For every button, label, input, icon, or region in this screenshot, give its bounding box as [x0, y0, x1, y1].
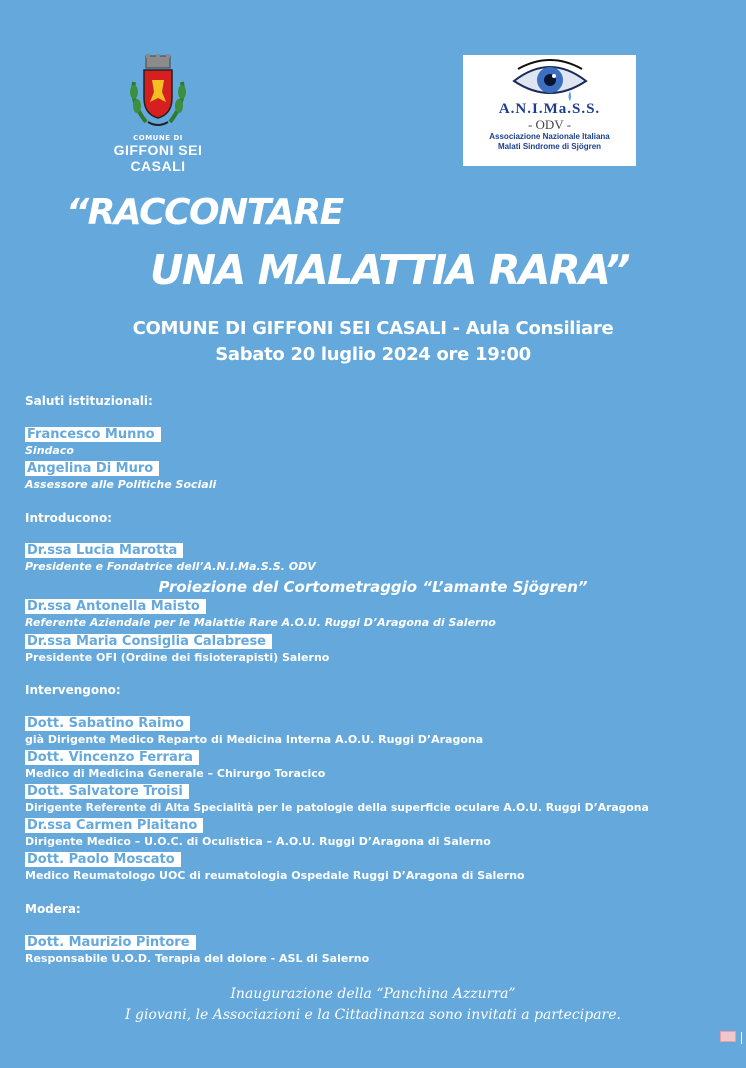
- speaker-role: Assessore alle Politiche Sociali: [25, 478, 217, 491]
- speaker-role: Dirigente Medico – U.O.C. di Oculistica – A.O.U. Ruggi D’Aragona di Salerno: [25, 835, 491, 848]
- speaker-role: Responsabile U.O.D. Terapia del dolore - ASL di Salerno: [25, 952, 370, 965]
- event-venue: COMUNE DI GIFFONI SEI CASALI - Aula Consiliare: [132, 318, 614, 339]
- corner-bar: [741, 1032, 742, 1044]
- speaker-name: Dr.ssa Maria Consiglia Calabrese: [25, 634, 272, 649]
- speaker-role: già Dirigente Medico Reparto di Medicina Interna A.O.U. Ruggi D’Aragona: [25, 733, 484, 746]
- speaker-name: Angelina Di Muro: [25, 461, 159, 476]
- speaker-name: Dr.ssa Carmen Plaitano: [25, 818, 203, 833]
- corner-flag-icon: [720, 1031, 736, 1042]
- speaker-role: Sindaco: [25, 444, 74, 457]
- projection-title: Proiezione del Cortometraggio “L’amante Sjögren”: [158, 578, 588, 596]
- assoc-title: A.N.I.Ma.S.S.: [498, 101, 601, 117]
- event-date: Sabato 20 luglio 2024 ore 19:00: [215, 344, 531, 365]
- footer-line2: I giovani, le Associazioni e la Cittadinanza sono invitati a partecipare.: [125, 1007, 621, 1023]
- speaker-name: Dott. Paolo Moscato: [25, 852, 181, 867]
- section-intervengono-label: Intervengono:: [25, 683, 121, 697]
- speaker-role: Referente Aziendale per le Malattie Rare A.O.U. Ruggi D’Aragona di Salerno: [25, 616, 496, 629]
- speaker-name: Dr.ssa Lucia Marotta: [25, 543, 183, 558]
- speaker-name: Dott. Vincenzo Ferrara: [25, 750, 199, 765]
- assoc-line1: Associazione Nazionale Italiana: [489, 132, 610, 141]
- title-line1: “RACCONTARE: [66, 192, 343, 233]
- comune-small-label: COMUNE DI: [133, 134, 183, 142]
- eye-icon: [510, 59, 590, 103]
- animass-logo: [463, 55, 636, 166]
- speaker-role: Presidente e Fondatrice dell’A.N.I.Ma.S.S. ODV: [25, 560, 316, 573]
- speaker-role: Dirigente Referente di Alta Specialità per le patologie della superficie oculare A.O.U. Ruggi D’Aragona: [25, 801, 649, 814]
- footer-line1: Inaugurazione della “Panchina Azzurra”: [230, 986, 516, 1002]
- section-modera-label: Modera:: [25, 902, 81, 916]
- assoc-odv: - ODV -: [527, 117, 572, 132]
- speaker-role: Presidente OFI (Ordine dei fisioterapisti) Salerno: [25, 651, 330, 664]
- speaker-name: Dott. Sabatino Raimo: [25, 716, 190, 731]
- comune-name: GIFFONI SEI CASALI: [113, 142, 203, 174]
- title-line2: UNA MALATTIA RARA”: [150, 246, 630, 294]
- speaker-role: Medico di Medicina Generale – Chirurgo Toracico: [25, 767, 326, 780]
- speaker-role: Medico Reumatologo UOC di reumatologia Ospedale Ruggi D’Aragona di Salerno: [25, 869, 525, 882]
- speaker-name: Dr.ssa Antonella Maisto: [25, 599, 206, 614]
- speaker-name: Francesco Munno: [25, 427, 161, 442]
- section-introducono-label: Introducono:: [25, 511, 112, 525]
- comune-logo: [88, 52, 228, 174]
- speaker-name: Dott. Maurizio Pintore: [25, 935, 196, 950]
- assoc-line2: Malati Sindrome di Sjögren: [497, 142, 602, 151]
- section-saluti-label: Saluti istituzionali:: [25, 394, 153, 408]
- speaker-name: Dott. Salvatore Troisi: [25, 784, 189, 799]
- coat-of-arms-icon: [126, 52, 190, 132]
